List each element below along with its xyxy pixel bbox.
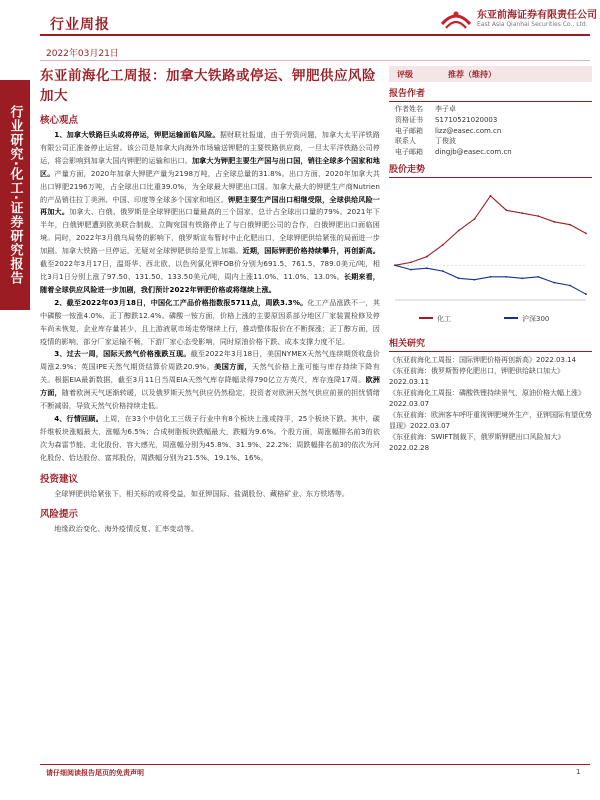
disclaimer-note: 请仔细阅读报告尾页的免责声明 [46, 769, 144, 777]
series-point-0 [474, 218, 476, 220]
invest-suggestion: 全球钾肥供给紧张下，相关标的或将受益，如亚钾国际、盐湖股份、藏格矿业、东方铁塔等。 [54, 488, 350, 498]
page-number: 1 [576, 768, 581, 776]
analyst-row [389, 104, 592, 115]
report-type-title: 行业周报 [50, 17, 110, 33]
related-item[interactable]: 《东亚前海：俄罗斯暂停化肥出口，钾肥供给缺口加大》2022.03.11 [389, 366, 564, 386]
related-heading: 相关研究 [389, 336, 592, 352]
divider [40, 60, 590, 61]
series-point-1 [442, 270, 444, 272]
info-value: 李子卓 [435, 105, 456, 113]
body-text: 加拿大、白俄、俄罗斯是全球钾肥出口量最高的三个国家，总计占全球出口量的79%。2021年下半年，白俄钾肥遭到欧美联合制裁，立陶宛国有铁路停止了与白俄钾肥公司的合作，白俄钾肥出口面临困境。同时，2022年3月俄乌局势的影响下，俄罗斯宣布暂时中止化肥出口，全球钾肥供给紧张的局面进一步加剧。加拿大铁路一旦停运，无疑对全球钾肥供给是雪上加霜。 [40, 207, 380, 256]
series-point-0 [490, 195, 492, 197]
series-point-1 [521, 277, 523, 279]
section-heading-invest: 投资建议 [40, 473, 79, 485]
info-key: 电子邮箱 [395, 126, 423, 135]
vertical-category-band [0, 80, 30, 310]
rating-label: 评级 [397, 69, 413, 79]
report-date: 2022年03月21日 [46, 49, 119, 59]
company-name-cn: 东亚前海证券有限责任公司 [477, 10, 597, 21]
series-point-0 [458, 230, 460, 232]
chart-heading: 股价走势 [389, 162, 592, 178]
info-key: 作者姓名 [395, 105, 423, 113]
related-item[interactable]: 《东亚前海化工周报：国际钾肥价格再创新高》2022.03.14 [389, 355, 577, 364]
emphasis: 3、过去一周，国际天然气价格涨跌互现。 [54, 349, 191, 359]
series-point-0 [585, 233, 587, 235]
info-key: 联系人 [395, 137, 416, 146]
rating-value: 推荐（维持） [448, 69, 496, 79]
series-line-1 [395, 265, 586, 294]
series-point-0 [426, 256, 428, 258]
series-point-0 [410, 261, 412, 263]
series-point-1 [426, 267, 428, 269]
analyst-row [389, 147, 592, 158]
body-text: 截至2022年3月17日，温哥华、西北欧、以色列氯化钾FOB价分别为691.5、761.5、789.0美元/吨，相比3月1日分别上涨了97.50、131.50、133.50美元/吨，周内上涨11.0%、11.0%、13.0%。 [40, 259, 380, 281]
analyst-info-table [389, 104, 592, 158]
emphasis: 美国方面， [214, 362, 252, 372]
legend-label-0: 化工 [437, 314, 451, 323]
series-point-1 [537, 276, 539, 278]
analyst-row [389, 126, 592, 137]
core-point-1 [40, 129, 380, 297]
related-item[interactable]: 《东亚前海：欧洲客车呼吁重视钾肥境外生产，亚钾国际有望优势显现》2022.03.07 [389, 410, 592, 430]
company-name-en: East Asia Qianhai Securities Co., Ltd. [477, 21, 588, 28]
emphasis: 加拿大为钾肥主要生产国与出口国，销往全球多个国家和地区。 [40, 155, 380, 178]
body-text: 截至2022年3月18日，美国NYMEX天然气连续期货收盘价周涨2.9%；英国IPE天然气期货结算价周跌20.9%。 [40, 349, 380, 372]
emphasis: 欧洲方面， [40, 375, 380, 398]
risk-warning: 地缘政治变化、海外疫情反复、汇率变动等。 [54, 524, 199, 534]
series-point-0 [537, 215, 539, 217]
series-point-0 [553, 221, 555, 223]
body-text: 产量方面，2020年加拿大钾肥产量为2198万吨，占全球总量的31.8%。出口方面，2020年加拿大共出口钾肥2196万吨，占全球出口比重39.0%，为全球最大钾肥出口国。加拿大最大的钾肥生产商Nutrien的产品销往拉丁美洲、中国、印度等全球多个国家和地区。 [40, 168, 381, 204]
series-point-1 [474, 279, 476, 281]
series-point-1 [490, 276, 492, 278]
series-point-1 [569, 285, 571, 287]
emphasis: 钾肥主要生产国出口相继受限，全球供给风险一再加大。 [40, 194, 380, 217]
emphasis: 近期，国际钾肥价格持续攀升，再创新高。 [242, 246, 380, 256]
body-text: 化工产品涨跌不一，其中磷酸一铵涨4.0%、正丁醇跌12.4%。磷酸一铵方面，价格上涨的主要原因系部分地区厂家装置检修及停车尚未恢复，企业库存量甚少，且上游液氨市场走势继续上行，推动整体报价在不断探涨；正丁醇方面，因疫情的影响，部分厂家运输不畅，下游厂家心态受影响，同时原油价格下跌、成本支撑力度不足。 [40, 297, 381, 346]
section-heading-risk: 风险提示 [40, 509, 79, 521]
series-point-1 [410, 269, 412, 271]
emphasis: 2、截至2022年03月18日，中国化工产品价格指数报5711点，周跌3.3%。 [54, 297, 308, 307]
main-content [40, 66, 380, 536]
emphasis: 1、加拿大铁路巨头或将停运，钾肥运输面临风险。 [54, 130, 220, 139]
page-header [40, 0, 597, 36]
footer-divider [40, 764, 590, 765]
series-point-1 [394, 264, 396, 266]
series-point-0 [569, 224, 571, 226]
info-value[interactable]: dingjb@easec.com.cn [435, 148, 512, 157]
vertical-category-label: 行业研究·化工·证券研究报告 [7, 105, 23, 285]
rating-row [389, 66, 592, 82]
core-point-3 [40, 348, 380, 413]
body-text: 据财联社报道，由于劳资问题，加拿大太平洋铁路有限公司正准备停止运营。该公司是加拿大向海外市场输送钾肥的主要铁路供应商，一旦太平洋铁路公司停运，将会影响到加拿大国内钾肥的运输和出口。 [40, 130, 381, 165]
info-key: 资格证书 [395, 115, 423, 124]
series-point-0 [521, 212, 523, 214]
emphasis: 4、行情回顾。 [54, 413, 103, 423]
series-point-1 [553, 282, 555, 284]
related-item[interactable]: 《东亚前海：SWIFT制裁下，俄罗斯钾肥出口风险加大》2022.02.28 [389, 432, 565, 452]
body-text: 天然气价格上涨可能与库存持续下降有关。根据EIA最新数据，截至3月11日当周EIA天然气库存降幅录得790亿立方英尺，库存连降17周。 [40, 362, 380, 385]
legend-label-1: 沪深300 [522, 314, 550, 323]
company-logo-icon [438, 6, 474, 32]
related-item[interactable]: 《东亚前海化工周报：磷酸铁锂持续景气，原油价格大幅上涨》2022.03.07 [389, 388, 585, 408]
body-text: 随着欧洲天气逐渐转暖，以及俄罗斯天然气供应仍然稳定，投资者对欧洲天然气供应前景的担忧情绪不断减弱，导致天然气价格持续走低。 [40, 388, 380, 411]
info-value: S1710521020003 [435, 115, 498, 124]
stock-trend-svg [389, 182, 592, 332]
analyst-row [389, 136, 592, 147]
info-value[interactable]: lizz@easec.com.cn [435, 126, 502, 135]
info-key: 电子邮箱 [395, 148, 423, 157]
stock-trend-chart [389, 182, 592, 332]
series-point-1 [585, 293, 587, 295]
core-point-4 [40, 413, 380, 465]
series-point-1 [506, 276, 508, 278]
series-line-0 [395, 196, 586, 265]
series-point-1 [458, 277, 460, 279]
analyst-row [389, 115, 592, 126]
report-title: 东亚前海化工周报：加拿大铁路或停运、钾肥供应风险加大 [40, 68, 376, 104]
series-point-0 [506, 209, 508, 211]
related-research-list [389, 355, 592, 454]
core-point-2 [40, 297, 380, 349]
body-text: 上周，在33个中信化工三级子行业中有8个板块上涨或持平，25个板块下跌。其中，碳纤维板块涨幅最大，涨幅为6.5%；合成树脂板块跌幅最大，跌幅为9.6%。个股方面，周涨幅排名前3的依次为森雷节能、北化股份、容大感光，周涨幅分别为45.8%、31.9%、22.2%；周跌幅排名前3的依次为河化股份、恰达股份、富邦股份，周跌幅分别为21.5%、19.1%、16%。 [40, 413, 380, 462]
info-value: 丁俊波 [435, 137, 456, 146]
section-heading-core: 核心观点 [40, 115, 79, 126]
emphasis: 长期来看，随着全球供应风险进一步加剧，我们预计2022年钾肥价格或将继续上涨。 [40, 271, 380, 294]
series-point-0 [442, 244, 444, 246]
right-sidebar [389, 66, 592, 454]
analysts-heading: 报告作者 [389, 86, 592, 102]
